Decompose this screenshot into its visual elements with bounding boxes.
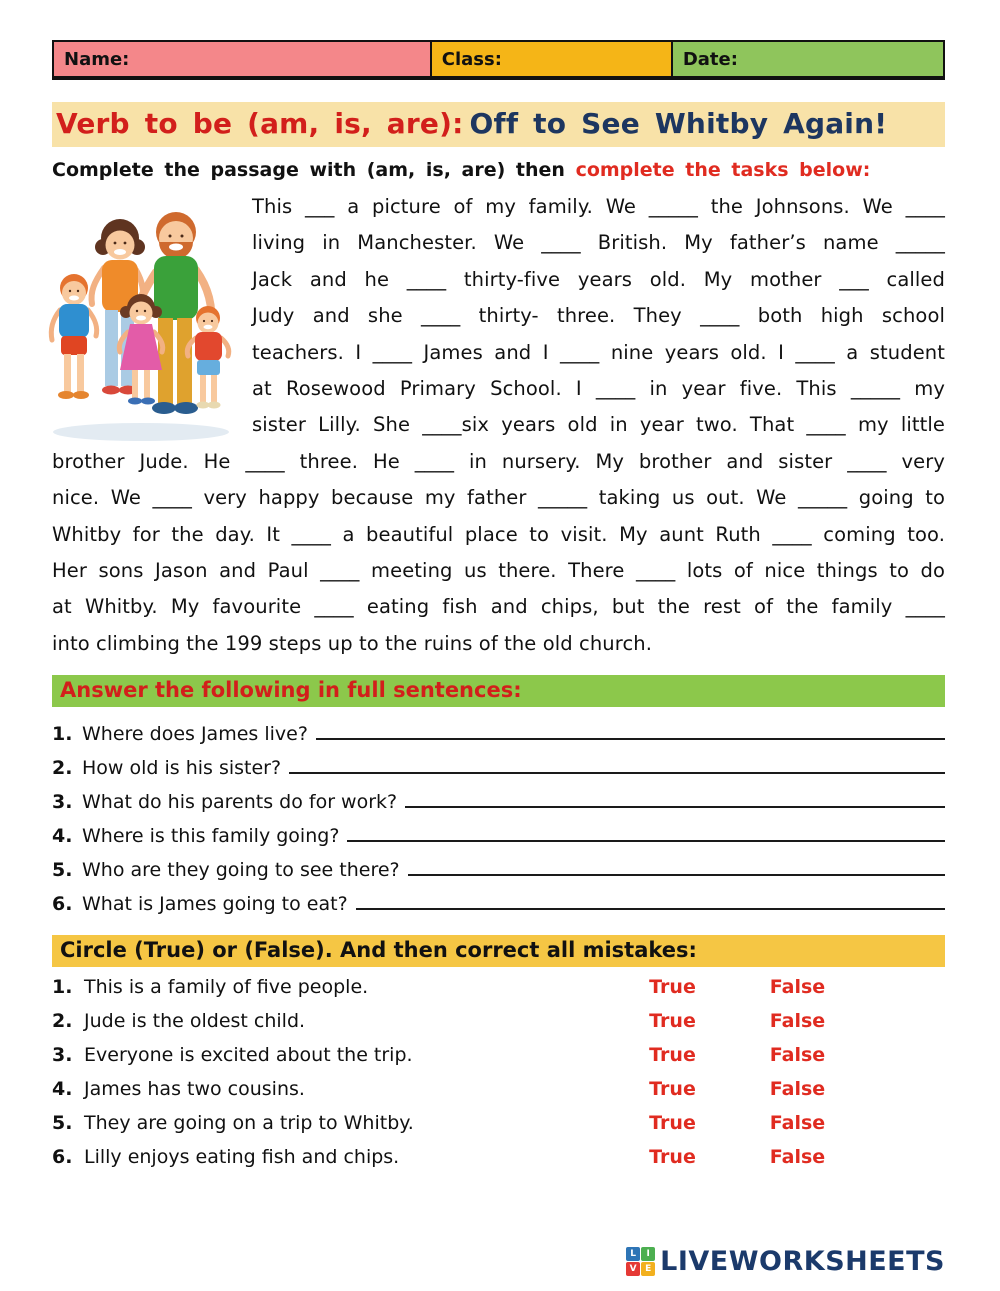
passage-line: into climbing the 199 steps up to the ruins of the old church.: [52, 631, 653, 655]
name-label: Name:: [64, 48, 130, 70]
question-row: [52, 888, 945, 922]
question-text: Who are they going to see there?: [82, 859, 400, 882]
true-false-row: [52, 1146, 945, 1180]
passage-line: living in Manchester. We ____ British. My father’s name _____: [252, 231, 945, 255]
passage-line: Whitby for the day. It ____ a beautiful place to visit. My aunt Ruth ____ coming too.: [52, 522, 945, 546]
statement-text: This is a family of five people.: [84, 976, 369, 999]
statement-number: 6.: [52, 1146, 73, 1169]
question-text: Where is this family going?: [82, 825, 340, 848]
instruction-line: [52, 159, 945, 181]
statement-text: Lilly enjoys eating fish and chips.: [84, 1146, 400, 1169]
logo-square-l: L: [626, 1247, 640, 1261]
question-number: 5.: [52, 859, 73, 882]
passage-line: Her sons Jason and Paul ____ meeting us there. There ____ lots of nice things to do: [52, 559, 945, 583]
answer-blank-line[interactable]: [405, 786, 945, 808]
true-false-section-heading: Circle (True) or (False). And then correct all mistakes:: [52, 935, 945, 967]
statement-number: 5.: [52, 1112, 73, 1135]
date-label: Date:: [682, 48, 738, 70]
instruction-red: complete the tasks below:: [575, 159, 871, 181]
false-option[interactable]: False: [769, 1010, 826, 1033]
question-row: [52, 752, 945, 786]
true-false-row: [52, 1078, 945, 1112]
statement-text: Jude is the oldest child.: [84, 1010, 306, 1033]
date-field[interactable]: [671, 40, 945, 78]
statement-number: 2.: [52, 1010, 73, 1033]
false-option[interactable]: False: [769, 1078, 826, 1101]
true-option[interactable]: True: [649, 1078, 696, 1101]
class-label: Class:: [441, 48, 502, 70]
true-false-list: [52, 976, 945, 1180]
passage-line: This ___ a picture of my family. We _____ the Johnsons. We ____: [252, 195, 945, 218]
statement-text: They are going on a trip to Whitby.: [84, 1112, 414, 1135]
answer-blank-line[interactable]: [408, 854, 945, 876]
name-field[interactable]: [52, 40, 430, 78]
passage-line: Jack and he ____ thirty-five years old. My mother ___ called: [252, 267, 945, 291]
question-row: [52, 820, 945, 854]
question-number: 4.: [52, 825, 73, 848]
true-option[interactable]: True: [649, 976, 696, 999]
question-row: [52, 786, 945, 820]
logo-square-i: I: [641, 1247, 655, 1261]
statement-number: 4.: [52, 1078, 73, 1101]
question-row: [52, 854, 945, 888]
true-false-row: [52, 1112, 945, 1146]
questions-list: [52, 718, 945, 922]
title-story-name: Off to See Whitby Again!: [469, 107, 888, 140]
statement-number: 3.: [52, 1044, 73, 1067]
false-option[interactable]: False: [769, 1112, 826, 1135]
question-text: What do his parents do for work?: [82, 791, 398, 814]
true-option[interactable]: True: [649, 1010, 696, 1033]
true-false-row: [52, 976, 945, 1010]
true-option[interactable]: True: [649, 1044, 696, 1067]
class-field[interactable]: [430, 40, 671, 78]
question-number: 3.: [52, 791, 73, 814]
question-number: 1.: [52, 723, 73, 746]
page-title: [52, 102, 945, 147]
header-fields: [52, 40, 945, 80]
answer-blank-line[interactable]: [347, 820, 945, 842]
statement-number: 1.: [52, 976, 73, 999]
false-option[interactable]: False: [769, 1146, 826, 1169]
answer-blank-line[interactable]: [289, 752, 945, 774]
question-text: What is James going to eat?: [82, 893, 348, 916]
instruction-black: Complete the passage with (am, is, are) then: [52, 159, 565, 181]
true-false-row: [52, 1044, 945, 1078]
statement-text: Everyone is excited about the trip.: [84, 1044, 413, 1067]
footer: [52, 1246, 945, 1277]
questions-section-heading: Answer the following in full sentences:: [52, 675, 945, 707]
question-text: Where does James live?: [82, 723, 308, 746]
answer-blank-line[interactable]: [316, 718, 945, 740]
passage-line: Judy and she ____ thirty- three. They ____ both high school: [252, 304, 945, 328]
family-illustration: [46, 191, 236, 443]
liveworksheets-logo-icon: [626, 1247, 655, 1276]
question-number: 6.: [52, 893, 73, 916]
family-of-five-image: [46, 191, 236, 443]
true-false-row: [52, 1010, 945, 1044]
false-option[interactable]: False: [769, 976, 826, 999]
liveworksheets-wordmark[interactable]: LIVEWORKSHEETS: [660, 1246, 945, 1277]
question-row: [52, 718, 945, 752]
question-text: How old is his sister?: [82, 757, 282, 780]
passage-line: nice. We ____ very happy because my father _____ taking us out. We _____ going to: [52, 486, 945, 510]
question-number: 2.: [52, 757, 73, 780]
passage-line: sister Lilly. She ____six years old in year two. That ____ my little: [252, 413, 945, 437]
answer-blank-line[interactable]: [356, 888, 945, 910]
passage-line: at Whitby. My favourite ____ eating fish and chips, but the rest of the family ____: [52, 595, 945, 619]
passage-line: teachers. I ____ James and I ____ nine years old. I ____ a student: [252, 340, 945, 364]
true-option[interactable]: True: [649, 1112, 696, 1135]
passage-line: at Rosewood Primary School. I ____ in year five. This _____ my: [252, 377, 945, 401]
passage-line: brother Jude. He ____ three. He ____ in nursery. My brother and sister ____ very: [52, 449, 945, 473]
title-topic: Verb to be (am, is, are):: [56, 107, 464, 140]
logo-square-v: V: [626, 1262, 640, 1276]
fill-in-passage[interactable]: [52, 189, 945, 662]
false-option[interactable]: False: [769, 1044, 826, 1067]
statement-text: James has two cousins.: [84, 1078, 305, 1101]
logo-square-e: E: [641, 1262, 655, 1276]
true-option[interactable]: True: [649, 1146, 696, 1169]
